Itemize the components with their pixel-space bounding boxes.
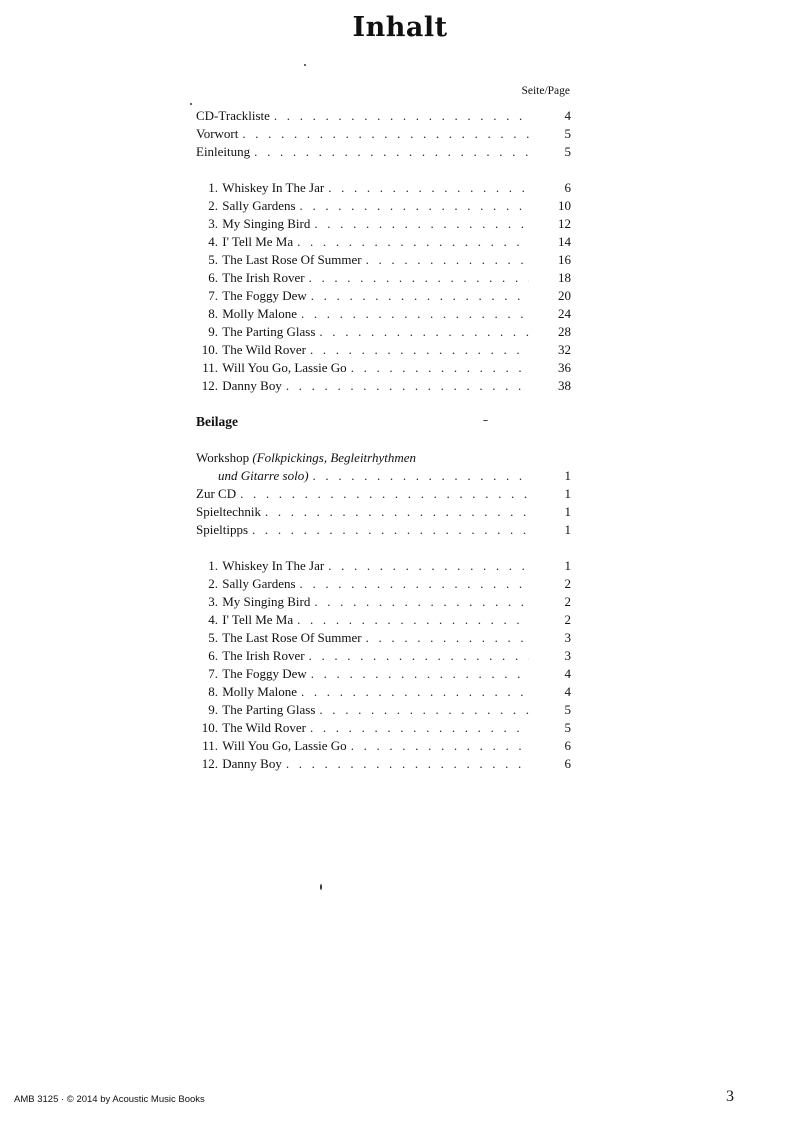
song-page: 14 bbox=[558, 234, 571, 249]
song-title: The Wild Rover bbox=[222, 720, 306, 735]
leader-dots bbox=[300, 197, 529, 215]
leader-dots bbox=[286, 755, 529, 773]
leader-dots bbox=[252, 521, 529, 539]
spacer bbox=[196, 539, 571, 557]
leader-dots bbox=[310, 341, 529, 359]
toc-entry-spieltechnik bbox=[196, 503, 571, 521]
toc-song-entry bbox=[196, 215, 571, 233]
leader-dots bbox=[242, 125, 529, 143]
song-title: I' Tell Me Ma bbox=[222, 234, 294, 249]
leader-dots bbox=[240, 485, 529, 503]
workshop-subtitle-line1: (Folkpickings, Begleitrhythmen bbox=[252, 450, 417, 465]
song-page: 2 bbox=[564, 594, 571, 609]
beilage-song-entry bbox=[196, 557, 571, 575]
song-title: The Parting Glass bbox=[222, 702, 316, 717]
leader-dots bbox=[274, 107, 529, 125]
scan-speck bbox=[190, 103, 192, 105]
beilage-song-entry bbox=[196, 665, 571, 683]
song-page: 1 bbox=[564, 558, 571, 573]
song-page: 4 bbox=[564, 666, 571, 681]
toc-song-entry bbox=[196, 305, 571, 323]
toc-entry-label: Spieltechnik bbox=[196, 504, 261, 519]
toc-entry-page: 4 bbox=[564, 108, 571, 123]
workshop-subtitle-line2: und Gitarre solo) bbox=[218, 468, 309, 483]
song-title: The Last Rose Of Summer bbox=[222, 252, 362, 267]
toc-entry-label: Zur CD bbox=[196, 486, 237, 501]
toc-entry-page: 5 bbox=[564, 126, 571, 141]
song-page: 2 bbox=[564, 612, 571, 627]
song-number: 7. bbox=[208, 666, 218, 681]
song-number: 7. bbox=[208, 288, 218, 303]
toc-song-entry bbox=[196, 287, 571, 305]
song-page: 28 bbox=[558, 324, 571, 339]
scan-speck bbox=[483, 420, 488, 421]
toc-entry-label: Vorwort bbox=[196, 126, 239, 141]
song-page: 38 bbox=[558, 378, 571, 393]
toc-entry-page: 1 bbox=[564, 522, 571, 537]
song-page: 5 bbox=[564, 702, 571, 717]
song-page: 24 bbox=[558, 306, 571, 321]
song-page: 16 bbox=[558, 252, 571, 267]
song-title: Molly Malone bbox=[222, 306, 297, 321]
song-title: Whiskey In The Jar bbox=[222, 558, 325, 573]
song-title: Danny Boy bbox=[222, 756, 282, 771]
beilage-song-entry bbox=[196, 629, 571, 647]
toc-song-entry bbox=[196, 323, 571, 341]
toc-entry-einleitung bbox=[196, 143, 571, 161]
song-number: 10. bbox=[201, 342, 218, 357]
toc-song-entry bbox=[196, 359, 571, 377]
leader-dots bbox=[314, 215, 529, 233]
song-title: Molly Malone bbox=[222, 684, 297, 699]
song-title: The Irish Rover bbox=[222, 270, 305, 285]
leader-dots bbox=[319, 323, 529, 341]
song-number: 9. bbox=[208, 324, 218, 339]
song-number: 4. bbox=[208, 612, 218, 627]
footer-page-number: 3 bbox=[726, 1088, 734, 1105]
song-number: 8. bbox=[208, 684, 218, 699]
toc-song-entry bbox=[196, 179, 571, 197]
song-number: 6. bbox=[208, 270, 218, 285]
leader-dots bbox=[310, 719, 529, 737]
song-title: Will You Go, Lassie Go bbox=[222, 360, 347, 375]
leader-dots bbox=[311, 287, 529, 305]
leader-dots bbox=[311, 665, 529, 683]
song-title: Danny Boy bbox=[222, 378, 282, 393]
toc-entry-page: 5 bbox=[564, 144, 571, 159]
song-number: 6. bbox=[208, 648, 218, 663]
song-title: My Singing Bird bbox=[222, 216, 311, 231]
song-number: 2. bbox=[208, 576, 218, 591]
toc-entry-cd-trackliste bbox=[196, 107, 571, 125]
song-number: 10. bbox=[201, 720, 218, 735]
song-page: 6 bbox=[564, 180, 571, 195]
song-number: 3. bbox=[208, 594, 218, 609]
song-title: The Last Rose Of Summer bbox=[222, 630, 362, 645]
spacer bbox=[196, 431, 571, 449]
toc-song-entry bbox=[196, 377, 571, 395]
toc-entry-workshop-line2 bbox=[196, 467, 571, 485]
beilage-song-entry bbox=[196, 593, 571, 611]
song-number: 5. bbox=[208, 252, 218, 267]
song-page: 5 bbox=[564, 720, 571, 735]
toc-entry-page: 1 bbox=[564, 504, 571, 519]
song-title: Sally Gardens bbox=[222, 198, 296, 213]
song-page: 3 bbox=[564, 630, 571, 645]
scan-speck bbox=[304, 64, 306, 66]
song-number: 9. bbox=[208, 702, 218, 717]
toc-entry-label: Einleitung bbox=[196, 144, 251, 159]
leader-dots bbox=[297, 233, 529, 251]
song-number: 12. bbox=[201, 378, 218, 393]
song-page: 2 bbox=[564, 576, 571, 591]
toc-song-entry bbox=[196, 251, 571, 269]
leader-dots bbox=[366, 629, 529, 647]
song-page: 20 bbox=[558, 288, 571, 303]
leader-dots bbox=[286, 377, 529, 395]
beilage-song-entry bbox=[196, 719, 571, 737]
song-page: 10 bbox=[558, 198, 571, 213]
song-title: Sally Gardens bbox=[222, 576, 296, 591]
leader-dots bbox=[351, 737, 529, 755]
beilage-song-entry bbox=[196, 575, 571, 593]
leader-dots bbox=[301, 305, 529, 323]
song-title: I' Tell Me Ma bbox=[222, 612, 294, 627]
leader-dots bbox=[328, 557, 529, 575]
page-column-header: Seite/Page bbox=[521, 85, 570, 97]
section-heading-beilage: Beilage bbox=[196, 414, 238, 429]
toc-entry-spieltipps bbox=[196, 521, 571, 539]
song-number: 2. bbox=[208, 198, 218, 213]
leader-dots bbox=[254, 143, 529, 161]
song-title: The Wild Rover bbox=[222, 342, 306, 357]
song-number: 12. bbox=[201, 756, 218, 771]
song-number: 11. bbox=[202, 738, 218, 753]
song-page: 36 bbox=[558, 360, 571, 375]
song-page: 32 bbox=[558, 342, 571, 357]
toc-song-entry bbox=[196, 197, 571, 215]
leader-dots bbox=[366, 251, 529, 269]
workshop-label: Workshop bbox=[196, 450, 250, 465]
scan-speck bbox=[320, 884, 322, 890]
toc-entry-zur-cd bbox=[196, 485, 571, 503]
song-number: 5. bbox=[208, 630, 218, 645]
toc-entry-page: 1 bbox=[564, 468, 571, 483]
song-number: 3. bbox=[208, 216, 218, 231]
song-number: 11. bbox=[202, 360, 218, 375]
song-page: 12 bbox=[558, 216, 571, 231]
toc-entry-label: Spieltipps bbox=[196, 522, 249, 537]
toc-song-entry bbox=[196, 233, 571, 251]
song-page: 3 bbox=[564, 648, 571, 663]
song-title: The Irish Rover bbox=[222, 648, 305, 663]
table-of-contents bbox=[196, 107, 571, 773]
toc-song-entry bbox=[196, 269, 571, 287]
leader-dots bbox=[309, 269, 529, 287]
beilage-song-entry bbox=[196, 647, 571, 665]
leader-dots bbox=[300, 575, 529, 593]
toc-song-entry bbox=[196, 341, 571, 359]
toc-entry-workshop-line1 bbox=[196, 449, 571, 467]
leader-dots bbox=[313, 467, 529, 485]
toc-entry-vorwort bbox=[196, 125, 571, 143]
song-title: The Parting Glass bbox=[222, 324, 316, 339]
leader-dots bbox=[265, 503, 529, 521]
leader-dots bbox=[351, 359, 529, 377]
song-title: The Foggy Dew bbox=[222, 666, 307, 681]
song-number: 4. bbox=[208, 234, 218, 249]
beilage-song-entry bbox=[196, 755, 571, 773]
song-number: 8. bbox=[208, 306, 218, 321]
leader-dots bbox=[314, 593, 529, 611]
song-title: The Foggy Dew bbox=[222, 288, 307, 303]
toc-entry-label: CD-Trackliste bbox=[196, 108, 270, 123]
leader-dots bbox=[319, 701, 529, 719]
song-title: Will You Go, Lassie Go bbox=[222, 738, 347, 753]
beilage-song-entry bbox=[196, 737, 571, 755]
song-page: 4 bbox=[564, 684, 571, 699]
footer-copyright: AMB 3125 · © 2014 by Acoustic Music Books bbox=[14, 1094, 205, 1105]
toc-entry-page: 1 bbox=[564, 486, 571, 501]
song-title: Whiskey In The Jar bbox=[222, 180, 325, 195]
beilage-song-entry bbox=[196, 683, 571, 701]
song-number: 1. bbox=[208, 558, 218, 573]
song-page: 6 bbox=[564, 756, 571, 771]
leader-dots bbox=[297, 611, 529, 629]
beilage-song-entry bbox=[196, 611, 571, 629]
song-title: My Singing Bird bbox=[222, 594, 311, 609]
leader-dots bbox=[328, 179, 529, 197]
leader-dots bbox=[309, 647, 529, 665]
spacer bbox=[196, 395, 571, 413]
song-page: 6 bbox=[564, 738, 571, 753]
spacer bbox=[196, 161, 571, 179]
song-page: 18 bbox=[558, 270, 571, 285]
page-title: Inhalt bbox=[352, 12, 448, 43]
leader-dots bbox=[301, 683, 529, 701]
beilage-song-entry bbox=[196, 701, 571, 719]
song-number: 1. bbox=[208, 180, 218, 195]
